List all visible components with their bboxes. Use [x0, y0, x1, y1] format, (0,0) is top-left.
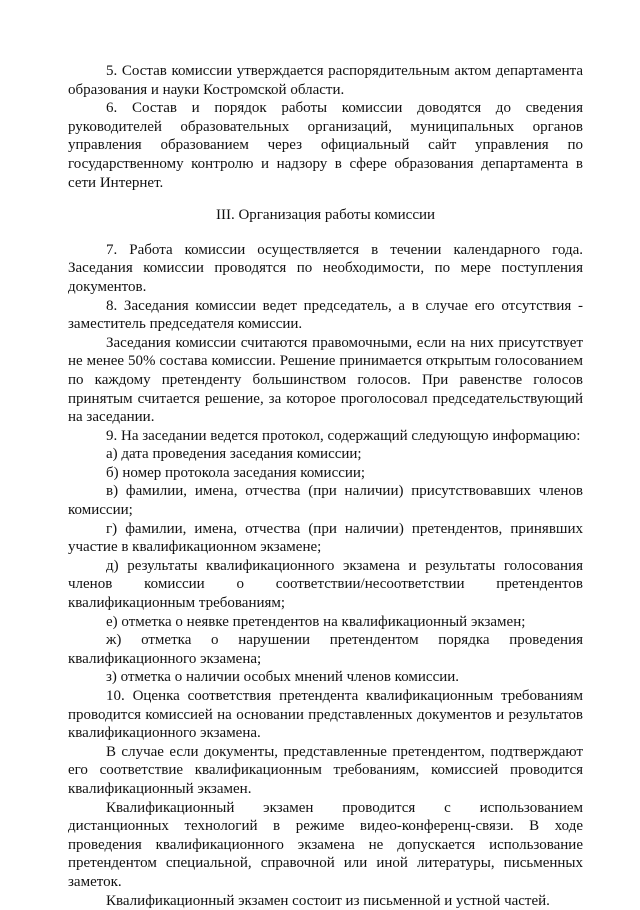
paragraph-documents: В случае если документы, представленные претендентом, подтверждают его соответствие квалификационным требованиям, комиссией проводится квалификационный экзамен. [68, 743, 583, 797]
paragraph-5: 5. Состав комиссии утверждается распорядительным актом департамента образования и науки Костромской области. [68, 63, 583, 98]
paragraph-exam-remote: Квалификационный экзамен проводится с использованием дистанционных технологий в режиме видео-конференц-связи. В ходе проведения квалификационного экзамена не допускается использование претендентом специальной, справочной или иной литературы, письменных заметок. [68, 799, 583, 890]
paragraph-6: 6. Состав и порядок работы комиссии доводятся до сведения руководителей образовательных организаций, муниципальных органов управления образованием через официальный сайт управления по государственному контролю и надзору в сфере образования департамента в сети Интернет. [68, 100, 583, 191]
list-item-a: а) дата проведения заседания комиссии; [106, 446, 362, 463]
list-item-zh: ж) отметка о нарушении претендентом порядка проведения квалификационного экзамена; [68, 632, 583, 667]
paragraph-8: 8. Заседания комиссии ведет председатель, а в случае его отсутствия - заместитель председателя комиссии. [68, 297, 583, 333]
list-item-g: г) фамилии, имена, отчества (при наличии) претендентов, принявших участие в квалификационном экзамене; [68, 520, 583, 556]
paragraph-10: 10. Оценка соответствия претендента квалификационным требованиям проводится комиссией на основании представленных документов и результатов квалификационного экзамена. [68, 688, 583, 742]
list-item-e: е) отметка о неявке претендентов на квалификационный экзамен; [106, 613, 526, 630]
paragraph-quorum: Заседания комиссии считаются правомочными, если на них присутствует не менее 50% состава комиссии. Решение принимается открытым голосованием по каждому претенденту большинством голосов. При равенстве голосов принятым считается решение, за которое проголосовал председательствующий на заседании. [68, 334, 583, 426]
document-page [68, 62, 583, 910]
list-item-z: з) отметка о наличии особых мнений членов комиссии. [106, 669, 460, 686]
list-item-v: в) фамилии, имена, отчества (при наличии) присутствовавших членов комиссии; [68, 483, 583, 519]
paragraph-exam-parts: Квалификационный экзамен состоит из письменной и устной частей. [106, 892, 550, 909]
section-heading: III. Организация работы комиссии [215, 207, 436, 224]
paragraph-7: 7. Работа комиссии осуществляется в течении календарного года. Заседания комиссии проводятся по необходимости, по мере поступления документов. [68, 241, 583, 295]
list-item-b: б) номер протокола заседания комиссии; [106, 464, 366, 481]
list-item-d: д) результаты квалификационного экзамена и результаты голосования членов комиссии о соответствии/несоответствии претендентов квалификационным требованиям; [68, 557, 583, 612]
paragraph-9: 9. На заседании ведется протокол, содержащий следующую информацию: [106, 427, 581, 444]
